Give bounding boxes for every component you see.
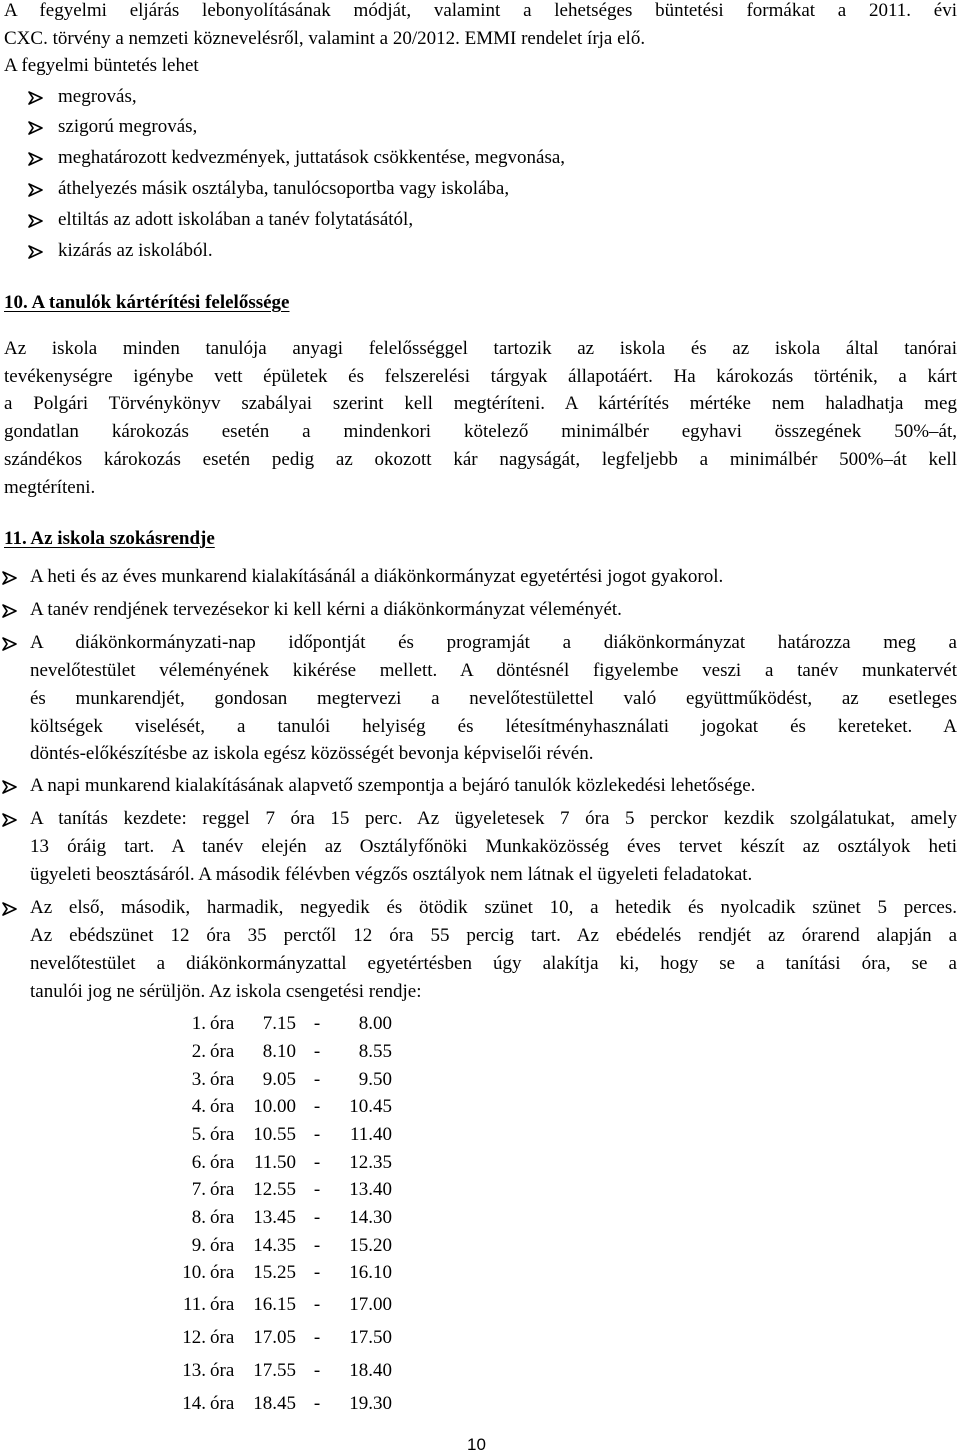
period-end: 8.55: [358, 1041, 392, 1062]
list-item: meghatározott kedvezmények, juttatások csökkentése, megvonása,: [58, 147, 566, 168]
arrowhead-bullet-icon: [28, 211, 46, 228]
period-label: óra: [210, 1041, 235, 1062]
schedule-row: [158, 1327, 392, 1349]
schedule-row: [158, 1152, 392, 1174]
arrowhead-bullet-icon: [28, 88, 46, 105]
period-number: 5.: [191, 1124, 206, 1145]
schedule-row: [158, 1235, 392, 1257]
period-end: 18.40: [349, 1360, 392, 1381]
period-end: 10.45: [349, 1096, 392, 1117]
period-start: 17.05: [253, 1327, 296, 1348]
period-end: 11.40: [349, 1124, 392, 1145]
list-item-line: Az ebédszünet 12 óra 35 perctől 12 óra 55 percig tart. Az ebédelés rendjét az órarend alapján a: [30, 925, 957, 946]
period-dash: -: [313, 1294, 321, 1315]
period-dash: -: [313, 1124, 321, 1145]
period-dash: -: [313, 1152, 321, 1173]
period-label: óra: [210, 1360, 235, 1381]
period-number: 1.: [191, 1013, 206, 1034]
period-start: 11.50: [253, 1152, 296, 1173]
period-number: 6.: [191, 1152, 206, 1173]
period-start: 10.55: [253, 1124, 296, 1145]
list-item-line: ügyeleti beosztásáról. A második félévben végzős osztályok nem látnak el ügyeleti feladatokat.: [30, 864, 753, 885]
arrowhead-bullet-icon: [2, 810, 20, 827]
list-item-line: nevelőtestület véleményének kikérése mellett. A döntésnél figyelembe veszi a tanév munkatervét: [30, 660, 957, 681]
list-item-line: költségek viselését, a tanulói helyiség és létesítményhasználati jogokat és kereteket. A: [30, 716, 957, 737]
schedule-row: [158, 1179, 392, 1201]
period-start: 13.45: [253, 1207, 296, 1228]
period-end: 17.00: [349, 1294, 392, 1315]
list-item: kizárás az iskolából.: [58, 240, 213, 261]
section-heading: 11. Az iskola szokásrendje: [4, 528, 215, 549]
schedule-row: [158, 1207, 392, 1229]
period-dash: -: [313, 1013, 321, 1034]
paragraph-line: a Polgári Törvénykönyv szabályai szerint kell megtéríteni. A kártérítés mértéke nem haladhatja meg: [4, 393, 957, 414]
punishment-intro: A fegyelmi büntetés lehet: [4, 55, 199, 76]
intro-line: CXC. törvény a nemzeti köznevelésről, valamint a 20/2012. EMMI rendelet írja elő.: [4, 28, 646, 49]
period-dash: -: [313, 1069, 321, 1090]
period-start: 8.10: [262, 1041, 296, 1062]
schedule-row: [158, 1096, 392, 1118]
list-item-line: és munkarendjét, gondosan megtervezi a nevelőtestülettel való együttműködést, az esetleges: [30, 688, 957, 709]
schedule-row: [158, 1393, 392, 1415]
list-item-line: nevelőtestület a diákönkormányzattal egyetértésben úgy alakítja ki, hogy se a tanítási óra, se a: [30, 953, 957, 974]
period-end: 12.35: [349, 1152, 392, 1173]
period-end: 13.40: [349, 1179, 392, 1200]
paragraph-line: Az iskola minden tanulója anyagi felelősséggel tartozik az iskola és az iskola által tanórai: [4, 338, 957, 359]
period-number: 4.: [191, 1096, 206, 1117]
period-number: 7.: [191, 1179, 206, 1200]
arrowhead-bullet-icon: [28, 242, 46, 259]
period-start: 7.15: [262, 1013, 296, 1034]
intro-line: A fegyelmi eljárás lebonyolításának módját, valamint a lehetséges büntetési formákat a 2011. évi: [4, 0, 957, 21]
period-end: 8.00: [358, 1013, 392, 1034]
schedule-row: [158, 1124, 392, 1146]
period-end: 19.30: [349, 1393, 392, 1414]
period-number: 2.: [191, 1041, 206, 1062]
period-start: 10.00: [253, 1096, 296, 1117]
period-dash: -: [313, 1041, 321, 1062]
list-item: megrovás,: [58, 86, 137, 107]
period-number: 14.: [182, 1393, 206, 1414]
list-item: A heti és az éves munkarend kialakításánál a diákönkormányzat egyetértési jogot gyakorol.: [30, 566, 724, 587]
list-item: eltiltás az adott iskolában a tanév folytatásától,: [58, 209, 414, 230]
period-dash: -: [313, 1235, 321, 1256]
period-number: 13.: [182, 1360, 206, 1381]
paragraph-line: megtéríteni.: [4, 477, 96, 498]
schedule-row: [158, 1294, 392, 1316]
period-dash: -: [313, 1360, 321, 1381]
arrowhead-bullet-icon: [2, 899, 20, 916]
period-label: óra: [210, 1294, 235, 1315]
arrowhead-bullet-icon: [2, 777, 20, 794]
period-end: 9.50: [358, 1069, 392, 1090]
period-end: 14.30: [349, 1207, 392, 1228]
period-start: 15.25: [253, 1262, 296, 1283]
list-item-line: A tanítás kezdete: reggel 7 óra 15 perc. Az ügyeletesek 7 óra 5 perckor kezdik szolgálatukat, amely: [30, 808, 957, 829]
period-number: 10.: [182, 1262, 206, 1283]
period-dash: -: [313, 1393, 321, 1414]
list-item-line: Az első, második, harmadik, negyedik és ötödik szünet 10, a hetedik és nyolcadik szünet 5 perces.: [30, 897, 957, 918]
list-item-line: döntés-előkészítésbe az iskola egész közösségét bevonja képviselői révén.: [30, 743, 594, 764]
period-end: 15.20: [349, 1235, 392, 1256]
arrowhead-bullet-icon: [28, 149, 46, 166]
list-item: szigorú megrovás,: [58, 116, 198, 137]
period-label: óra: [210, 1235, 235, 1256]
list-item-line: 13 óráig tart. A tanév elején az Osztályfőnöki Munkaközösség éves tervet készít az osztályok heti: [30, 836, 957, 857]
period-dash: -: [313, 1179, 321, 1200]
schedule-row: [158, 1262, 392, 1284]
schedule-row: [158, 1041, 392, 1063]
paragraph-line: gondatlan károkozás esetén a mindenkori kötelező minimálbér egyhavi összegének 50%–át,: [4, 421, 957, 442]
period-label: óra: [210, 1096, 235, 1117]
arrowhead-bullet-icon: [2, 601, 20, 618]
arrowhead-bullet-icon: [28, 180, 46, 197]
period-number: 8.: [191, 1207, 206, 1228]
period-number: 12.: [182, 1327, 206, 1348]
list-item-line: tanulói jog ne sérüljön. Az iskola csengetési rendje:: [30, 981, 422, 1002]
paragraph-line: szándékos károkozás esetén pedig az okozott kár nagyságát, legfeljebb a minimálbér 500%–át kell: [4, 449, 957, 470]
period-label: óra: [210, 1069, 235, 1090]
period-label: óra: [210, 1152, 235, 1173]
period-label: óra: [210, 1179, 235, 1200]
period-dash: -: [313, 1096, 321, 1117]
period-dash: -: [313, 1207, 321, 1228]
period-label: óra: [210, 1013, 235, 1034]
period-start: 9.05: [262, 1069, 296, 1090]
arrowhead-bullet-icon: [28, 118, 46, 135]
section-heading: 10. A tanulók kártérítési felelőssége: [4, 292, 290, 313]
paragraph-line: tevékenységre igénybe vett épületek és felszerelési tárgyak állapotáért. Ha károkozás történik, a kárt: [4, 366, 957, 387]
period-number: 11.: [182, 1294, 206, 1315]
period-start: 17.55: [253, 1360, 296, 1381]
schedule-row: [158, 1360, 392, 1382]
period-start: 16.15: [253, 1294, 296, 1315]
period-number: 9.: [191, 1235, 206, 1256]
schedule-row: [158, 1069, 392, 1091]
arrowhead-bullet-icon: [2, 568, 20, 585]
period-end: 17.50: [349, 1327, 392, 1348]
list-item: áthelyezés másik osztályba, tanulócsoportba vagy iskolába,: [58, 178, 510, 199]
arrowhead-bullet-icon: [2, 634, 20, 651]
period-end: 16.10: [349, 1262, 392, 1283]
list-item: A napi munkarend kialakításának alapvető szempontja a bejáró tanulók közlekedési lehetősége.: [30, 775, 756, 796]
period-start: 14.35: [253, 1235, 296, 1256]
list-item: A tanév rendjének tervezésekor ki kell kérni a diákönkormányzat véleményét.: [30, 599, 622, 620]
period-dash: -: [313, 1262, 321, 1283]
period-start: 12.55: [253, 1179, 296, 1200]
period-label: óra: [210, 1207, 235, 1228]
period-dash: -: [313, 1327, 321, 1348]
list-item-line: A diákönkormányzati-nap időpontját és programját a diákönkormányzat határozza meg a: [30, 632, 957, 653]
period-label: óra: [210, 1124, 235, 1145]
period-label: óra: [210, 1262, 235, 1283]
period-label: óra: [210, 1393, 235, 1414]
page-number: 10: [467, 1435, 486, 1454]
schedule-row: [158, 1013, 392, 1035]
period-start: 18.45: [253, 1393, 296, 1414]
period-number: 3.: [191, 1069, 206, 1090]
period-label: óra: [210, 1327, 235, 1348]
